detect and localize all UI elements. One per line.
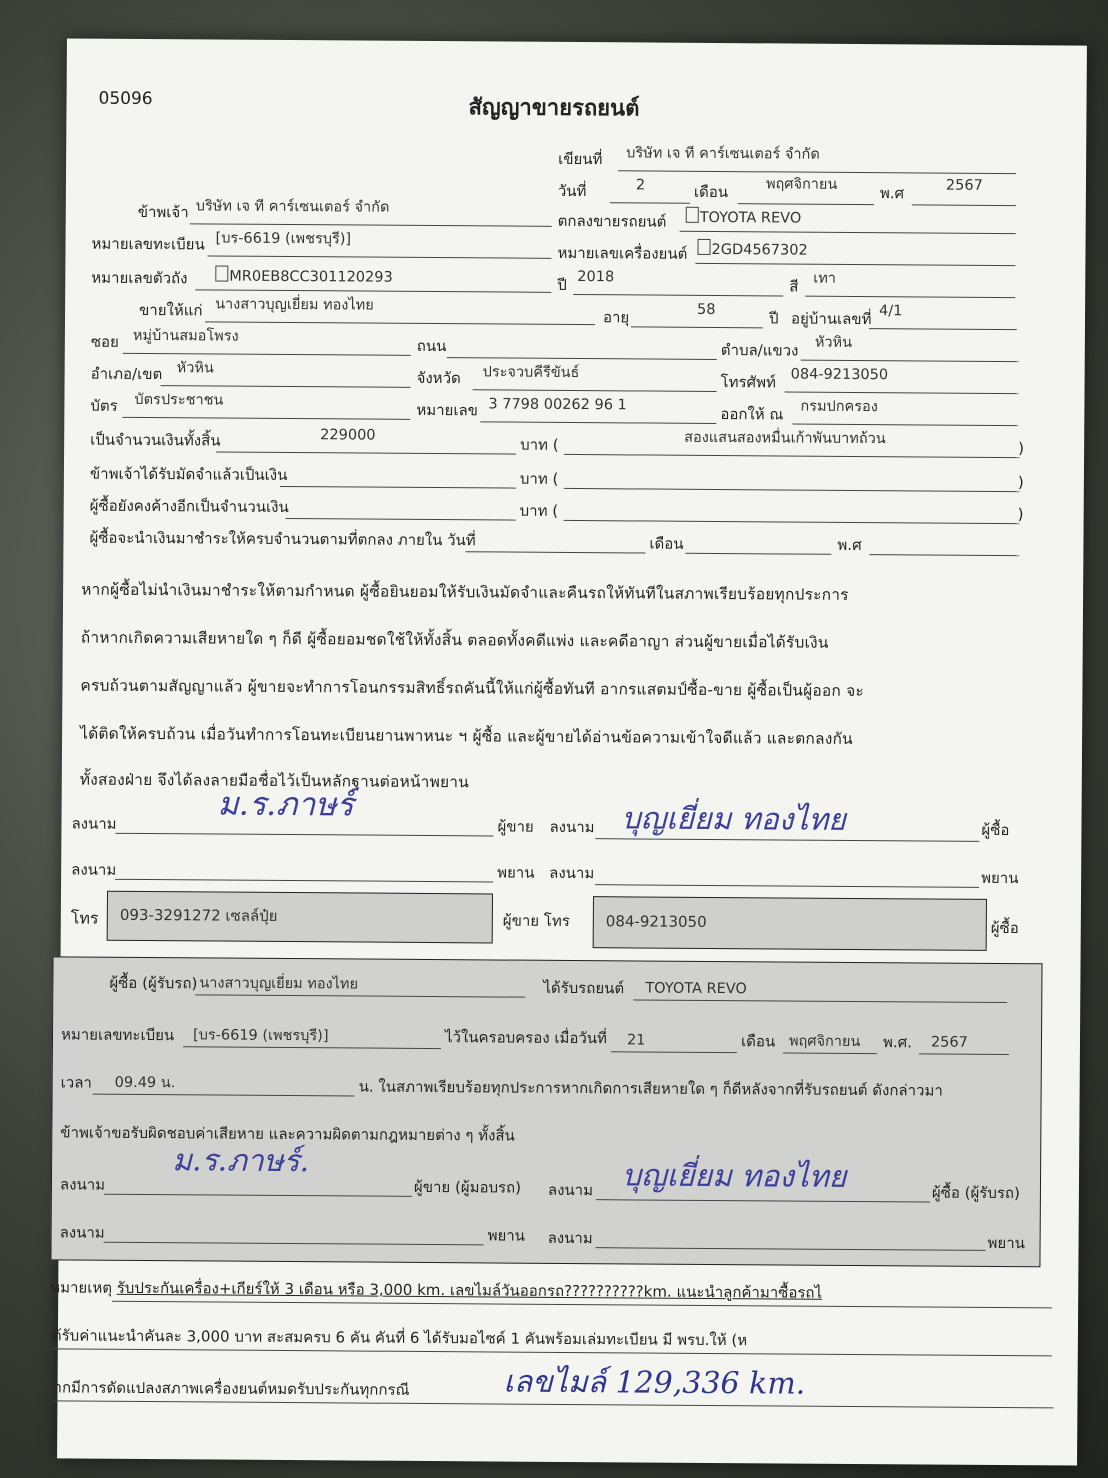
due-month-line <box>685 553 831 555</box>
terms-line-3: ครบถ้วนตามสัญญาแล้ว ผู้ขายจะทำการโอนกรรมสิทธิ์รถคันนี้ให้แก่ผู้ซื้อทันที อากรแสตมป์ซื้อ-ขาย ผู้ซื้อเป็นผู้ออก จะ <box>80 676 865 701</box>
witness-label: พยาน <box>497 863 535 882</box>
baht-label: บาท ( <box>520 435 559 454</box>
car-year-label: ปี <box>557 275 567 294</box>
day-line <box>610 202 690 204</box>
total-words-line <box>564 454 1020 458</box>
receipt-buyer-role: ผู้ซื้อ (ผู้รับรถ) <box>931 1183 1020 1203</box>
possession-label: ไว้ในครอบครอง เมื่อวันที่ <box>444 1028 608 1048</box>
buyer-phone-box <box>593 896 987 951</box>
chassis-line <box>195 289 551 292</box>
color-line <box>805 296 1015 298</box>
province-label: จังหวัด <box>416 368 461 388</box>
remaining-label: ผู้ซื้อยังคงค้างอีกเป็นจำนวนเงิน <box>89 496 289 517</box>
card-label: บัตร <box>90 396 118 415</box>
deposit-label: ข้าพเจ้าได้รับมัดจำแล้วเป็นเงิน <box>89 464 288 485</box>
receipt-buyer-label: ผู้ซื้อ (ผู้รับรถ) <box>109 973 198 993</box>
id-label: หมายเลข <box>416 400 479 420</box>
receipt-plate-line <box>183 1046 441 1049</box>
remarks-underline-3 <box>53 1400 1053 1408</box>
car-year-line <box>573 294 783 296</box>
age-value: 58 <box>697 301 716 318</box>
province-value: ประจวบคีรีขันธ์ <box>482 364 580 382</box>
deposit-words-line <box>564 488 1020 492</box>
chassis-number-text: MR0EB8CC301120293 <box>229 268 393 286</box>
sign-label: ลงนาม <box>59 1175 106 1194</box>
day-value: 2 <box>635 177 646 194</box>
receipt-plate: [บร-6619 (เพชรบุรี)] <box>192 1027 329 1045</box>
remarks-line-1 <box>50 1280 822 1300</box>
receipt-month-line <box>783 1052 877 1054</box>
sign-label: ลงนาม <box>549 863 595 883</box>
receipt-month: พฤศจิกายน <box>788 1033 861 1051</box>
house-label: อยู่บ้านเลขที่ <box>790 309 872 329</box>
sign-label: ลงนาม <box>547 1228 593 1248</box>
receipt-seller-signature: ม.ร.ภาษร์. <box>172 1143 310 1180</box>
chassis-number <box>215 265 393 285</box>
year-value: 2567 <box>945 177 983 194</box>
receipt-seller-role: ผู้ขาย (ผู้มอบรถ) <box>413 1177 522 1197</box>
id-line <box>480 421 716 424</box>
age-unit: ปี <box>768 309 779 328</box>
plate-line <box>207 255 551 258</box>
time-value: 09.49 น. <box>114 1074 176 1092</box>
receipt-buyer: นางสาวบุญเยี่ยม ทองไทย <box>199 975 359 993</box>
receipt-seller-sign-line <box>104 1194 412 1197</box>
seller-signature: ม.ร.ภาษร์ <box>217 784 354 824</box>
house-value: 4/1 <box>879 303 903 320</box>
issued-label: ออกให้ ณ <box>720 405 784 424</box>
card-value: บัตรประชาชน <box>134 391 224 409</box>
chassis-label: หมายเลขตัวถัง <box>91 268 188 288</box>
due-year-label: พ.ศ <box>837 535 862 555</box>
year-line <box>912 204 1016 206</box>
written-at-line <box>618 170 1016 174</box>
phone-line <box>785 391 1019 394</box>
document-number: 05096 <box>98 88 153 110</box>
paren-close: ) <box>1017 473 1024 492</box>
time-line <box>93 1094 355 1097</box>
sign-label: ลงนาม <box>549 817 595 837</box>
district-line <box>161 385 411 388</box>
issued-value: กรมปกครอง <box>800 398 878 416</box>
receipt-witness1-line <box>104 1242 484 1246</box>
received-label: ได้รับรถยนต์ <box>543 978 625 998</box>
phone-value: 084-9213050 <box>790 366 889 384</box>
car-model-text: TOYOTA REVO <box>699 209 802 227</box>
sell-to-label: ขายให้แก่ <box>139 300 203 320</box>
paren-close: ) <box>1018 439 1025 458</box>
card-line <box>122 417 410 420</box>
received-car: TOYOTA REVO <box>645 980 747 998</box>
receipt-month-label: เดือน <box>740 1032 776 1051</box>
district-label: อำเภอ/เขต <box>90 364 163 384</box>
seller-name: บริษัท เจ ที คาร์เซนเตอร์ จำกัด <box>195 198 390 216</box>
issued-line <box>792 424 1018 427</box>
remarks-line-2: ด้รับค่าแนะนำคันละ 3,000 บาท สะสมครบ 6 คัน คันที่ 6 ได้รับมอไซค์ 1 คันพร้อมเล่มทะเบียน มี พรบ.ให้ (ห <box>51 1326 748 1350</box>
receipt-buyer-line <box>195 994 525 997</box>
seller-sign-line <box>115 833 493 837</box>
condition-text: น. ในสภาพเรียบร้อยทุกประการหากเกิดการเสียหายใด ๆ ก็ดีหลังจากที่รับรถยนต์ ดังกล่าวมา <box>358 1077 943 1100</box>
witness2-sign-line <box>595 884 979 888</box>
phone-label: โทร <box>70 908 99 928</box>
subdistrict-label: ตำบล/แขวง <box>720 341 799 360</box>
seller-phone-box <box>107 891 493 944</box>
checkbox-icon <box>697 239 710 255</box>
checkbox-icon <box>215 265 228 281</box>
year-label: พ.ศ <box>879 184 905 203</box>
due-year-line <box>869 554 1019 556</box>
road-label: ถนน <box>416 336 447 356</box>
phone-label: โทรศัพท์ <box>720 373 776 392</box>
terms-line-1: หากผู้ซื้อไม่นำเงินมาชำระให้ตามกำหนด ผู้ซื้อยินยอมให้รับเงินมัดจำและคืนรถให้ทันทีในสภาพเรียบร้อยทุกประการ <box>81 580 849 604</box>
engine-number <box>697 239 807 258</box>
terms-line-2: ถ้าหากเกิดความเสียหายใด ๆ ก็ดี ผู้ซื้อยอมชดใช้ให้ทั้งสิ้น ตลอดทั้งคดีแพ่ง และคดีอาญา ส่วนผู้ขายเมื่อได้รับเงิน <box>80 628 829 652</box>
car-model <box>686 207 802 226</box>
possession-day: 21 <box>626 1032 646 1049</box>
plate-value: [บร-6619 (เพชรบุรี)] <box>215 230 352 248</box>
id-value: 3 7798 00262 96 1 <box>488 396 627 414</box>
buyer-phone: 084-9213050 <box>605 912 707 931</box>
sign-label: ลงนาม <box>547 1180 594 1200</box>
contract-paper <box>50 38 1087 1465</box>
subdistrict-line <box>801 360 1019 363</box>
color-value: เทา <box>813 270 837 287</box>
month-value: พฤศจิกายน <box>765 176 838 193</box>
terms-line-4: ได้ติดให้ครบถ้วน เมื่อวันทำการโอนทะเบียนยานพาหนะ ฯ ผู้ซื้อ และผู้ขายได้อ่านข้อความเข้าใจดีแล้ว และตกลงกัน <box>80 724 853 748</box>
remarks-label: หมายเหตุ <box>50 1278 113 1297</box>
road-line <box>447 357 717 360</box>
remarks-text-1: รับประกันเครื่อง+เกียร์ให้ 3 เดือน หรือ 3,000 km. เลขไมล์วันออกรถ??????????km. แนะนำลูกค้ามาซื้อรถไ <box>116 1278 823 1302</box>
checkbox-icon <box>686 207 699 223</box>
seller-line <box>190 223 552 227</box>
soi-line <box>123 353 411 356</box>
agree-label: ตกลงขายรถยนต์ <box>557 211 667 231</box>
witness-label: พยาน <box>981 868 1019 888</box>
vehicle-receipt-section <box>50 956 1042 1267</box>
remarks-underline-2 <box>52 1348 1052 1356</box>
seller-phone-label: ผู้ขาย โทร <box>502 911 570 930</box>
month-line <box>738 203 874 205</box>
district-value: หัวหิน <box>176 360 214 377</box>
age-line <box>631 326 763 328</box>
liability-text: ข้าพเจ้าขอรับผิดชอบค่าเสียหาย และความผิดตามกฎหมายต่าง ๆ ทั้งสิ้น <box>60 1123 515 1145</box>
baht-label: บาท ( <box>519 501 559 520</box>
seller-label: ข้าพเจ้า <box>137 202 189 222</box>
due-label: ผู้ซื้อจะนำเงินมาชำระให้ครบจำนวนตามที่ตกลง ภายใน วันที่ <box>89 528 476 550</box>
car-year-value: 2018 <box>577 269 615 286</box>
seller-phone: 093-3291272 เซลล์ปุ๋ย <box>119 905 278 925</box>
receipt-year-line <box>919 1053 1009 1055</box>
remarks-line-3: ากมีการดัดแปลงสภาพเครื่องยนต์หมดรับประกันทุกกรณี <box>53 1378 410 1399</box>
subdistrict-value: หัวหิน <box>814 334 853 351</box>
sign-label: ลงนาม <box>59 1223 105 1242</box>
sign-label: ลงนาม <box>71 860 117 879</box>
age-label: อายุ <box>602 308 630 327</box>
engine-label: หมายเลขเครื่องยนต์ <box>557 243 688 263</box>
color-label: สี <box>789 277 799 296</box>
house-line <box>869 328 1017 330</box>
date-label: วันที่ <box>557 181 587 201</box>
buyer-role-label: ผู้ซื้อ <box>981 820 1010 840</box>
receipt-buyer-sign-line <box>596 1199 930 1202</box>
due-month-label: เดือน <box>649 534 684 553</box>
seller-role-label: ผู้ขาย <box>497 817 534 836</box>
received-car-line <box>633 999 1007 1003</box>
receipt-plate-label: หมายเลขทะเบียน <box>60 1025 175 1045</box>
buyer-sign-line <box>595 838 979 842</box>
buyer-signature: บุญเยี่ยม ทองไทย <box>621 801 846 838</box>
receipt-witness2-line <box>596 1247 986 1251</box>
receipt-year-label: พ.ศ. <box>882 1033 912 1052</box>
total-value: 229000 <box>320 427 376 444</box>
written-at-value: บริษัท เจ ที คาร์เซนเตอร์ จำกัด <box>626 145 820 163</box>
car-line <box>680 231 1016 234</box>
month-label: เดือน <box>693 182 729 202</box>
engine-number-text: 2GD4567302 <box>711 241 808 259</box>
document-title: สัญญาขายรถยนต์ <box>468 95 640 122</box>
total-label: เป็นจำนวนเงินทั้งสิ้น <box>90 430 221 450</box>
possession-day-line <box>611 1051 737 1053</box>
due-day-line <box>465 551 645 553</box>
total-line <box>216 452 516 455</box>
witness-label: พยาน <box>487 1226 526 1245</box>
province-line <box>473 389 717 392</box>
written-at-label: เขียนที่ <box>558 149 603 169</box>
engine-line <box>695 263 1015 266</box>
remarks-underline-1 <box>112 1301 1052 1309</box>
receipt-buyer-signature: บุญเยี่ยม ทองไทย <box>621 1158 847 1195</box>
remaining-words-line <box>564 520 1020 524</box>
deposit-line <box>280 486 516 489</box>
witness1-sign-line <box>115 879 493 883</box>
buyer-name-line <box>205 321 595 325</box>
soi-label: ซอย <box>90 332 119 351</box>
time-label: เวลา <box>60 1073 92 1092</box>
sign-label: ลงนาม <box>71 814 117 833</box>
buyer-role-label: ผู้ซื้อ <box>990 918 1019 938</box>
baht-label: บาท ( <box>519 469 559 488</box>
witness-label: พยาน <box>987 1233 1026 1253</box>
terms-line-5: ทั้งสองฝ่าย จึงได้ลงลายมือชื่อไว้เป็นหลักฐานต่อหน้าพยาน <box>79 770 470 792</box>
total-words-value: สองแสนสองหมื่นเก้าพันบาทถ้วน <box>684 429 886 448</box>
mileage-handwritten-note: เลขไมล์ 129,336 km. <box>503 1364 806 1402</box>
receipt-year: 2567 <box>930 1034 968 1051</box>
remaining-line <box>286 518 516 521</box>
soi-value: หมู่บ้านสมอโพรง <box>132 327 239 345</box>
buyer-name: นางสาวบุญเยี่ยม ทองไทย <box>215 296 374 314</box>
paren-close: ) <box>1017 505 1024 524</box>
plate-label: หมายเลขทะเบียน <box>91 234 205 254</box>
